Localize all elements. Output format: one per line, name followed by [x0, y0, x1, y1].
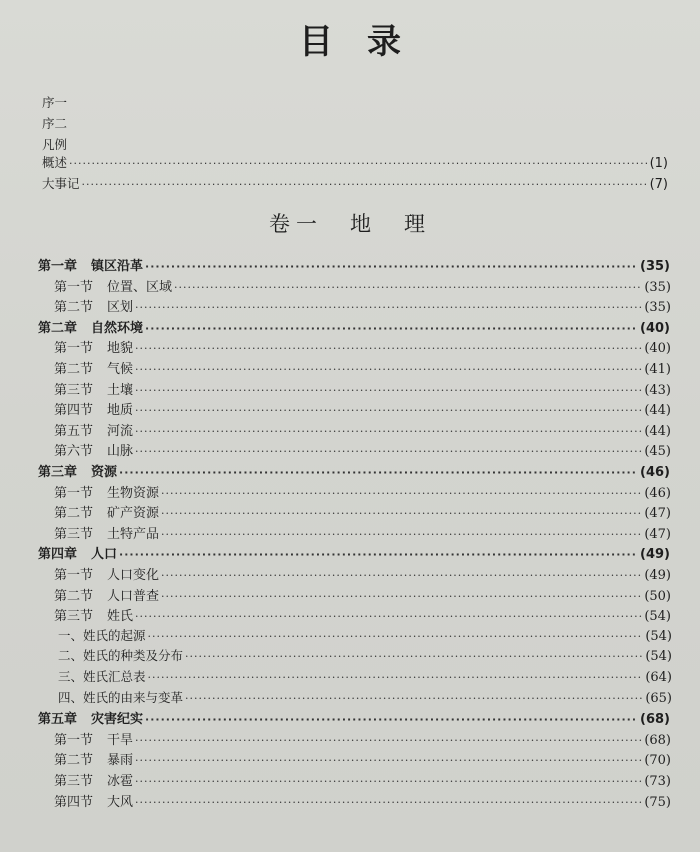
- dot-leader: [135, 384, 642, 397]
- dot-leader: [145, 260, 638, 273]
- toc-entry-number: 第一节: [54, 485, 94, 501]
- dot-leader: [161, 590, 642, 603]
- toc-entry-title: 干旱: [107, 732, 134, 748]
- toc-entry: [54, 482, 671, 502]
- toc-entry-label: [58, 646, 183, 664]
- toc-entry: [54, 276, 671, 296]
- toc-entry-title: 自然环境: [91, 320, 144, 336]
- toc-entry-page: (64): [645, 670, 672, 685]
- toc-entry-page: (70): [644, 753, 671, 769]
- toc-entry-number: 第三节: [54, 382, 94, 398]
- dot-leader: [135, 342, 642, 355]
- toc-entry: [54, 379, 671, 399]
- toc-entry-page: (35): [640, 259, 670, 274]
- toc-entry-label: [58, 667, 146, 685]
- toc-entry-number: 第一节: [54, 279, 94, 295]
- toc-entry-label: [54, 605, 133, 624]
- toc-entry-label: [42, 114, 67, 132]
- toc-entry-title: 地貌: [107, 341, 134, 357]
- toc-entry: [54, 440, 671, 460]
- toc-entry-title: 气候: [107, 362, 134, 377]
- toc-entry: [54, 399, 671, 419]
- toc-entry: [54, 749, 671, 769]
- toc-entry-label: [54, 585, 159, 604]
- toc-entry-title: 序二: [42, 116, 68, 131]
- toc-entry-number: 第三节: [54, 609, 94, 625]
- toc-entry-title: 镇区沿革: [91, 259, 144, 274]
- toc-entry-number: 第二节: [54, 362, 94, 377]
- toc-entry-page: (44): [644, 423, 671, 439]
- toc-entry-title: 凡例: [42, 137, 68, 152]
- toc-entry-label: [54, 276, 172, 295]
- toc-entry-page: (54): [645, 649, 672, 665]
- dot-leader: [148, 671, 644, 684]
- toc-entry-label: [54, 337, 133, 356]
- toc-entry-label: [54, 379, 133, 398]
- dot-leader: [119, 466, 638, 479]
- toc-entry-label: [38, 461, 117, 480]
- toc-entry-label: [54, 749, 133, 768]
- toc-entry-number: 第二节: [54, 588, 94, 604]
- toc-entry: [54, 358, 671, 378]
- toc-entry: [38, 461, 670, 481]
- toc-entry-page: (40): [644, 341, 671, 357]
- toc-entry-number: 第四节: [54, 794, 94, 810]
- toc-entry-label: [54, 729, 133, 748]
- toc-entry-title: 一、姓氏的起源: [58, 627, 146, 643]
- toc-entry-page: (68): [644, 732, 671, 748]
- toc-entry-title: 姓氏: [107, 609, 134, 625]
- toc-entry-page: (35): [644, 279, 671, 295]
- dot-leader: [135, 425, 642, 438]
- toc-entry: [54, 585, 671, 605]
- dot-leader: [161, 487, 642, 500]
- toc-entry-number: 第二节: [54, 506, 94, 522]
- toc-entry-title: 人口变化: [107, 568, 160, 583]
- volume-title: 卷一 地 理: [269, 212, 431, 236]
- toc-entry-page: (54): [645, 628, 672, 644]
- toc-entry-page: (41): [644, 362, 671, 377]
- toc-entry-number: 第一章: [38, 259, 78, 274]
- toc-entry: [58, 688, 672, 708]
- toc-entry-title: 位置、区域: [107, 279, 173, 295]
- toc-entry-label: [42, 153, 67, 171]
- toc-entry: [58, 667, 672, 687]
- dot-leader: [135, 363, 642, 376]
- toc-entry-title: 地质: [107, 403, 134, 419]
- toc-entry-page: (46): [644, 485, 671, 501]
- toc-entry-number: 第五章: [38, 712, 78, 728]
- toc-entry-label: [38, 317, 143, 336]
- toc-entry-title: 暴雨: [107, 753, 134, 769]
- toc-entry-page: (7): [649, 177, 668, 192]
- toc-entry-page: (43): [644, 382, 671, 398]
- toc-entry-page: (47): [644, 526, 671, 542]
- toc-entry: [38, 255, 670, 275]
- toc-entry-number: 第二章: [38, 320, 78, 336]
- toc-entry-title: 概述: [42, 155, 68, 170]
- toc-entry-page: (68): [640, 712, 670, 728]
- toc-entry-title: 山脉: [107, 444, 134, 460]
- dot-leader: [161, 507, 642, 520]
- dot-leader: [135, 610, 642, 623]
- toc-entry-title: 人口普查: [107, 588, 160, 604]
- toc-entry-title: 大风: [107, 794, 134, 810]
- toc-entry-label: [54, 482, 159, 501]
- toc-entry-title: 土壤: [107, 382, 134, 398]
- dot-leader: [82, 178, 648, 191]
- toc-entry: [54, 523, 671, 543]
- toc-entry-number: 第一节: [54, 732, 94, 748]
- toc-entry-page: (47): [644, 506, 671, 522]
- toc-entry-label: [58, 688, 183, 706]
- dot-leader: [135, 775, 642, 788]
- toc-entry: [54, 770, 671, 790]
- dot-leader: [135, 404, 642, 417]
- toc-entry-label: [42, 135, 67, 153]
- dot-leader: [185, 692, 643, 705]
- toc-entry-label: [58, 626, 146, 644]
- toc-entry-label: [38, 255, 143, 274]
- toc-entry-label: [54, 296, 133, 315]
- toc-entry-page: (75): [644, 794, 671, 810]
- toc-entry-title: 灾害纪实: [91, 712, 144, 728]
- toc-entry-title: 冰雹: [107, 774, 134, 789]
- toc-entry-page: (35): [644, 300, 671, 316]
- toc-entry-number: 第二节: [54, 753, 94, 769]
- toc-entry-page: (50): [644, 588, 671, 604]
- toc-entry: [42, 93, 668, 113]
- toc-entry: [54, 791, 671, 811]
- page-title: 目录: [299, 22, 435, 62]
- toc-entry-title: 土特产品: [107, 526, 160, 542]
- toc-entry-number: 第四节: [54, 403, 94, 419]
- dot-leader: [135, 754, 642, 767]
- dot-leader: [135, 734, 642, 747]
- toc-entry-number: 第六节: [54, 444, 94, 460]
- toc-entry-page: (40): [640, 320, 670, 336]
- toc-entry: [54, 729, 671, 749]
- toc-entry-title: 二、姓氏的种类及分布: [58, 648, 184, 664]
- toc-entry: [38, 708, 670, 728]
- toc-entry-title: 大事记: [42, 176, 80, 191]
- toc-entry-label: [54, 440, 133, 459]
- toc-entry-label: [38, 708, 143, 727]
- toc-entry-label: [38, 543, 117, 562]
- dot-leader: [135, 796, 642, 809]
- toc-entry-label: [54, 502, 159, 521]
- toc-entry: [54, 564, 671, 584]
- toc-entry-page: (73): [644, 774, 671, 789]
- toc-entry-page: (65): [645, 690, 672, 706]
- toc-entry: [54, 502, 671, 522]
- dot-leader: [119, 548, 638, 561]
- dot-leader: [145, 322, 638, 335]
- toc-entry-title: 河流: [107, 423, 134, 439]
- toc-entry-label: [54, 523, 159, 542]
- toc-entry-label: [54, 791, 133, 810]
- dot-leader: [174, 281, 642, 294]
- toc-entry-number: 第三章: [38, 465, 78, 480]
- toc-entry-title: 四、姓氏的由来与变革: [58, 689, 184, 705]
- toc-entry: [54, 337, 671, 357]
- toc-entry-page: (49): [644, 568, 671, 583]
- toc-entry-page: (1): [649, 156, 668, 171]
- dot-leader: [161, 528, 642, 541]
- toc-entry-page: (54): [644, 609, 671, 625]
- dot-leader: [148, 630, 644, 643]
- toc-entry: [58, 626, 672, 646]
- toc-entry: [38, 543, 670, 563]
- toc-entry-title: 矿产资源: [107, 506, 160, 522]
- toc-entry: [42, 135, 668, 155]
- toc-entry-title: 生物资源: [107, 485, 160, 501]
- toc-entry-label: [54, 420, 133, 439]
- toc-entry-page: (44): [644, 403, 671, 419]
- toc-entry: [54, 420, 671, 440]
- toc-entry-number: 第一节: [54, 568, 94, 583]
- toc-entry: [58, 646, 672, 666]
- dot-leader: [69, 157, 648, 170]
- toc-entry-label: [54, 358, 133, 377]
- toc-entry-title: 区划: [107, 300, 134, 316]
- toc-entry-title: 三、姓氏汇总表: [58, 669, 146, 684]
- toc-entry-number: 第三节: [54, 526, 94, 542]
- toc-entry-number: 第一节: [54, 341, 94, 357]
- toc-entry-number: 第三节: [54, 774, 94, 789]
- toc-entry-title: 资源: [91, 465, 118, 480]
- toc-entry-page: (45): [644, 444, 671, 460]
- toc-entry-label: [54, 564, 159, 583]
- toc-entry-page: (46): [640, 465, 670, 480]
- toc-entry-number: 第二节: [54, 300, 94, 316]
- toc-entry-title: 人口: [91, 547, 118, 563]
- toc-entry-number: 第五节: [54, 423, 94, 439]
- toc-entry-label: [42, 174, 80, 192]
- toc-entry: [54, 605, 671, 625]
- toc-entry: [42, 153, 668, 173]
- toc-entry: [42, 174, 668, 194]
- toc-entry-label: [54, 770, 133, 789]
- toc-entry-title: 序一: [42, 95, 68, 110]
- toc-entry-page: (49): [640, 547, 670, 563]
- toc-entry-label: [42, 93, 67, 111]
- toc-entry: [54, 296, 671, 316]
- toc-entry: [42, 114, 668, 134]
- toc-entry-number: 第四章: [38, 547, 78, 563]
- toc-entry-label: [54, 399, 133, 418]
- dot-leader: [185, 650, 643, 663]
- dot-leader: [135, 301, 642, 314]
- dot-leader: [135, 445, 642, 458]
- toc-entry: [38, 317, 670, 337]
- dot-leader: [145, 713, 638, 726]
- dot-leader: [161, 569, 642, 582]
